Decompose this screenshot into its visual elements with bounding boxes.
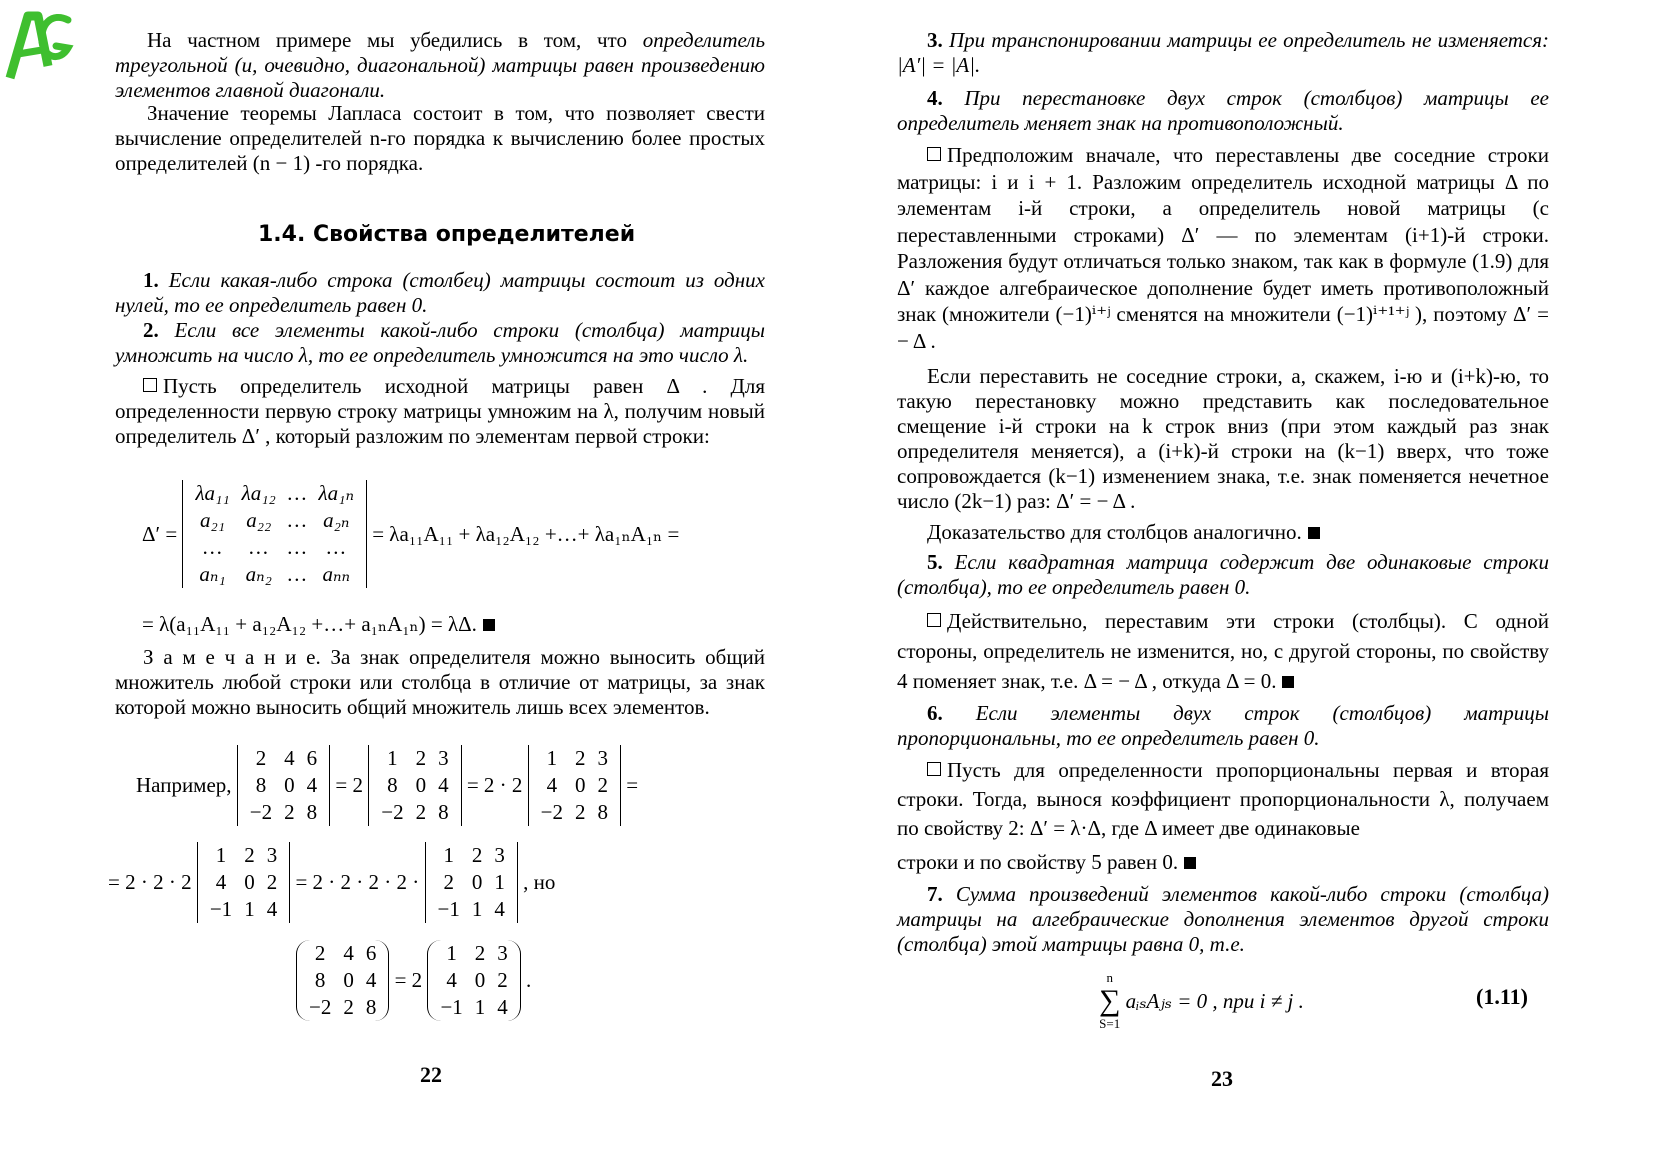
matrix-cell: … — [287, 481, 307, 505]
end-proof-square-icon — [1282, 676, 1294, 688]
determinant-lambda — [182, 480, 367, 588]
matrix-row — [434, 967, 513, 994]
matrix-cell: 4 — [365, 968, 377, 992]
expansion-text: = λa₁₁A₁₁ + λa₁₂A₁₂ +…+ λa₁ₙA₁ₙ = — [372, 521, 680, 546]
example-op-4: = 2 · 2 · 2 — [108, 870, 192, 894]
example-op-6: = 2 — [394, 968, 423, 992]
property-2-number: 2. — [143, 318, 159, 342]
example-op-3: = — [626, 773, 639, 797]
matrix-cell: 1 — [446, 941, 457, 965]
property-6-number: 6. — [927, 701, 943, 725]
matrix-cell: aₙₙ — [322, 562, 351, 586]
proof-start-square-icon — [927, 147, 941, 161]
matrix-cell: 2 — [575, 746, 586, 770]
example-matrix-2 — [427, 940, 520, 1021]
matrix-cell: 8 — [365, 995, 377, 1019]
remark-label: З а м е ч а н и е. — [143, 645, 321, 669]
matrix-row — [535, 772, 614, 799]
matrix-cell: a₂₂ — [246, 508, 272, 532]
delta-prime-lhs: Δ′ = — [142, 521, 178, 546]
matrix-cell: 1 — [244, 897, 255, 921]
matrix-cell: 0 — [474, 968, 486, 992]
equation-number: (1.11) — [1476, 984, 1528, 1009]
proof-4-paragraph-2: Если переставить не соседние строки, а, скажем, i-ю и (i+k)-ю, то такую перестановку можно представить как последовательное смещение i-й строки на k строк вниз (при этом каждый раз знак определителя меняется), а (i+k)-й строки на (k−1) вверх, что тоже сопровождается (k−1) изменением знака, т.е. знак поменяется нечетное число (2k−1) раз: Δ′ = − Δ . — [897, 364, 1549, 513]
matrix-cell: 4 — [306, 773, 318, 797]
logo-icon — [4, 6, 74, 86]
example-op-2: = 2 · 2 — [466, 773, 523, 797]
matrix-cell: 8 — [438, 800, 449, 824]
matrix-cell: … — [287, 508, 307, 532]
equation-result — [142, 612, 495, 637]
matrix-cell: −2 — [249, 800, 273, 824]
matrix-row — [244, 772, 323, 799]
matrix-cell: 4 — [446, 968, 457, 992]
matrix-cell: 8 — [314, 968, 326, 992]
example-end: . — [526, 968, 532, 992]
proof-2 — [115, 374, 765, 449]
matrix-cell: −1 — [440, 995, 463, 1019]
example-matrix-1 — [296, 940, 389, 1021]
matrix-cell: 2 — [497, 968, 508, 992]
example-det-5 — [425, 842, 518, 923]
matrix-cell: −2 — [540, 800, 564, 824]
matrix-row — [303, 940, 382, 967]
matrix-cell: 0 — [575, 773, 586, 797]
matrix-row — [189, 561, 360, 588]
matrix-row — [303, 994, 382, 1021]
matrix-row — [375, 745, 454, 772]
property-3-text: При транспонировании матрицы ее определитель не изменяется: — [948, 28, 1549, 52]
matrix-cell: 4 — [494, 897, 505, 921]
matrix-cell: 2 — [266, 870, 278, 894]
matrix-cell: 2 — [314, 941, 326, 965]
matrix-cell: 0 — [415, 773, 427, 797]
end-proof-square-icon — [1184, 857, 1196, 869]
matrix-row — [434, 994, 513, 1021]
property-3 — [897, 28, 1549, 78]
matrix-row — [244, 799, 323, 826]
intro-1-plain: На частном примере мы убедились в том, что — [147, 28, 627, 52]
matrix-row — [244, 745, 323, 772]
property-7-text: Сумма произведений элементов какой-либо строки (столбца) матрицы на алгебраические дополнения элементов другой строки (столбца) этой матрицы равна 0, т.е. — [897, 882, 1550, 956]
matrix-cell: a₂ₙ — [323, 508, 350, 532]
equation-1-11 — [1099, 970, 1304, 1032]
property-1-number: 1. — [143, 268, 159, 292]
matrix-cell: … — [287, 535, 307, 559]
remark-text: За знак определителя можно выносить общий множитель любой строки или столбца в отличие от матрицы, за знак которой можно выносить общий множитель лишь всех элементов. — [115, 645, 765, 719]
matrix-cell: 3 — [597, 746, 609, 770]
property-5-number: 5. — [927, 550, 943, 574]
matrix-cell: 1 — [215, 843, 227, 867]
matrix-cell: 0 — [343, 968, 354, 992]
property-3-formula: |A′| = |A|. — [897, 53, 981, 77]
property-5 — [897, 550, 1549, 600]
page-number-left: 22 — [420, 1062, 442, 1087]
example-det-2 — [368, 745, 461, 826]
proof-start-square-icon — [927, 762, 941, 776]
matrix-cell: −1 — [209, 897, 233, 921]
proof-4-paragraph-1 — [897, 142, 1549, 354]
matrix-cell: 1 — [471, 897, 483, 921]
matrix-cell: 4 — [266, 897, 278, 921]
result-text: = λ(a₁₁A₁₁ + a₁₂A₁₂ +…+ a₁ₙA₁ₙ) = λΔ. — [142, 612, 477, 636]
matrix-cell: 4 — [497, 995, 508, 1019]
intro-paragraph-1 — [115, 28, 765, 103]
example-op-1: = 2 — [335, 773, 363, 797]
proof-4-text-3: Доказательство для столбцов аналогично. — [927, 520, 1302, 544]
property-6-text: Если элементы двух строк (столбцов) матрицы пропорциональны, то ее определитель равен 0. — [897, 701, 1550, 750]
property-2 — [115, 318, 765, 368]
property-4-text: При перестановке двух строк (столбцов) матрицы ее определитель меняет знак на противоположный. — [897, 86, 1550, 135]
matrix-cell: 1 — [443, 843, 454, 867]
property-1 — [115, 268, 765, 318]
matrix-cell: 0 — [244, 870, 255, 894]
matrix-row — [434, 940, 513, 967]
property-2-text: Если все элементы какой-либо строки (столбца) матрицы умножить на число λ, то ее определитель умножится на это число λ. — [115, 318, 766, 367]
matrix-cell: aₙ₂ — [245, 562, 272, 586]
example-but: , но — [523, 870, 556, 894]
matrix-row — [189, 507, 360, 534]
proof-2-text: Пусть определитель исходной матрицы равен Δ . Для определенности первую строку матрицы умножим на λ, получим новый определитель Δ′ , который разложим по элементам первой строки: — [115, 374, 765, 448]
matrix-cell: aₙ₁ — [199, 562, 226, 586]
matrix-cell: 8 — [306, 800, 318, 824]
matrix-row — [189, 480, 360, 507]
matrix-cell: 3 — [266, 843, 278, 867]
matrix-row — [204, 869, 283, 896]
matrix-row — [432, 896, 511, 923]
matrix-cell: … — [249, 535, 269, 559]
sum-symbol — [1099, 970, 1120, 1032]
matrix-row — [204, 896, 283, 923]
matrix-cell: 1 — [474, 995, 486, 1019]
matrix-cell: 4 — [284, 746, 295, 770]
sum-sign: ∑ — [1099, 984, 1121, 1017]
remark — [115, 645, 765, 720]
matrix-cell: λa₁ₙ — [318, 481, 354, 505]
matrix-cell: 6 — [365, 941, 377, 965]
property-5-text: Если квадратная матрица содержит две одинаковые строки (столбца), то ее определитель равен 0. — [897, 550, 1550, 599]
proof-4-text-1: Предположим вначале, что переставлены две соседние строки матрицы: i и i + 1. Разложим определитель исходной матрицы Δ по элементам i-й строки, а определитель новой матрицы (с переставленными строками) Δ′ — по элементам (i+1)-й строки. Разложения будут отличаться только знаком, так как в формуле (1.9) для Δ′ каждое алгебраическое дополнение будет иметь противоположный знак (множители (−1)ⁱ⁺ʲ сменятся на множители (−1)ⁱ⁺¹⁺ʲ ), поэтому Δ′ = − Δ . — [897, 143, 1549, 353]
matrix-cell: 2 — [597, 773, 609, 797]
matrix-row — [432, 869, 511, 896]
proof-5 — [897, 606, 1549, 696]
matrix-cell: −1 — [437, 897, 460, 921]
matrix-cell: 1 — [546, 746, 558, 770]
matrix-cell: 2 — [255, 746, 267, 770]
matrix-cell: 3 — [438, 746, 449, 770]
page-number-right: 23 — [1211, 1066, 1233, 1091]
sum-lower-limit: S=1 — [1099, 1016, 1121, 1031]
intro-1-italic: определитель треугольной (и, очевидно, диагональной) матрицы равен произведению элементов главной диагонали. — [115, 28, 765, 102]
property-7 — [897, 882, 1549, 957]
end-proof-square-icon — [483, 619, 495, 631]
matrix-cell: 4 — [546, 773, 558, 797]
proof-5-text: Действительно, переставим эти строки (столбцы). С одной стороны, определитель не изменится, но, с другой стороны, по свойству 4 поменяет знак, т.е. Δ = − Δ , откуда Δ = 0. — [897, 609, 1549, 693]
proof-start-square-icon — [927, 613, 941, 627]
matrix-cell: … — [203, 535, 222, 559]
section-heading: 1.4. Свойства определителей — [258, 222, 636, 247]
matrix-cell: 2 — [284, 800, 295, 824]
property-3-number: 3. — [927, 28, 943, 52]
matrix-cell: λa₁₂ — [241, 481, 276, 505]
matrix-cell: 4 — [438, 773, 449, 797]
matrix-cell: 3 — [494, 843, 505, 867]
matrix-cell: 2 — [343, 995, 354, 1019]
example-det-4 — [197, 842, 290, 923]
matrix-cell: 2 — [575, 800, 586, 824]
matrix-cell: −2 — [309, 995, 332, 1019]
matrix-cell: 2 — [471, 843, 483, 867]
equation-body: aᵢₛAⱼₛ = 0 , при i ≠ j . — [1125, 988, 1304, 1013]
property-4-number: 4. — [927, 86, 943, 110]
right-page — [831, 0, 1662, 1161]
property-6 — [897, 701, 1549, 751]
matrix-cell: −2 — [381, 800, 404, 824]
example-label: Например, — [136, 773, 232, 797]
matrix-cell: 2 — [443, 870, 454, 894]
proof-6 — [897, 756, 1549, 843]
matrix-cell: 2 — [244, 843, 255, 867]
example-row-2 — [108, 842, 555, 923]
matrix-cell: 8 — [597, 800, 609, 824]
matrix-cell: … — [287, 562, 307, 586]
matrix-cell: 6 — [306, 746, 318, 770]
example-row-3 — [296, 940, 531, 1021]
example-row-1 — [136, 745, 638, 826]
matrix-cell: 1 — [494, 870, 505, 894]
matrix-row — [375, 799, 454, 826]
matrix-row — [432, 842, 511, 869]
matrix-cell: λa₁₁ — [195, 481, 230, 505]
matrix-cell: 2 — [415, 800, 427, 824]
equation-delta-prime — [142, 480, 679, 588]
proof-start-square-icon — [143, 378, 157, 392]
matrix-row — [189, 534, 360, 561]
matrix-cell: 1 — [387, 746, 398, 770]
matrix-cell: 2 — [474, 941, 486, 965]
intro-paragraph-2: Значение теоремы Лапласа состоит в том, что позволяет свести вычисление определителей n-го порядка к вычислению более простых определителей (n − 1) -го порядка. — [115, 101, 765, 175]
matrix-cell: 0 — [471, 870, 483, 894]
matrix-cell: 4 — [343, 941, 354, 965]
matrix-cell: 0 — [284, 773, 295, 797]
proof-6-text-b: строки и по свойству 5 равен 0. — [897, 850, 1179, 874]
example-det-3 — [528, 745, 621, 826]
matrix-cell: 8 — [387, 773, 398, 797]
matrix-row — [375, 772, 454, 799]
matrix-cell: 8 — [255, 773, 267, 797]
property-7-number: 7. — [927, 882, 943, 906]
example-op-5: = 2 · 2 · 2 · 2 · — [295, 870, 420, 894]
property-1-text: Если какая-либо строка (столбец) матрицы состоит из одних нулей, то ее определитель равен 0. — [115, 268, 765, 317]
matrix-cell: 2 — [415, 746, 427, 770]
matrix-cell: 3 — [497, 941, 508, 965]
property-4 — [897, 86, 1549, 136]
proof-4-paragraph-3 — [897, 520, 1549, 545]
sum-upper-limit: n — [1106, 970, 1113, 985]
matrix-cell: a₂₁ — [200, 508, 226, 532]
matrix-row — [303, 967, 382, 994]
matrix-cell: 4 — [215, 870, 227, 894]
matrix-row — [535, 799, 614, 826]
proof-6-end — [897, 850, 1549, 875]
end-proof-square-icon — [1308, 527, 1320, 539]
example-det-1 — [237, 745, 330, 826]
proof-6-text-a: Пусть для определенности пропорциональны первая и вторая строки. Тогда, вынося коэффициент пропорциональности λ, получаем по свойству 2: Δ′ = λ·Δ, где Δ имеет две одинаковые — [897, 758, 1549, 840]
matrix-cell: … — [326, 535, 346, 559]
matrix-row — [204, 842, 283, 869]
matrix-row — [535, 745, 614, 772]
